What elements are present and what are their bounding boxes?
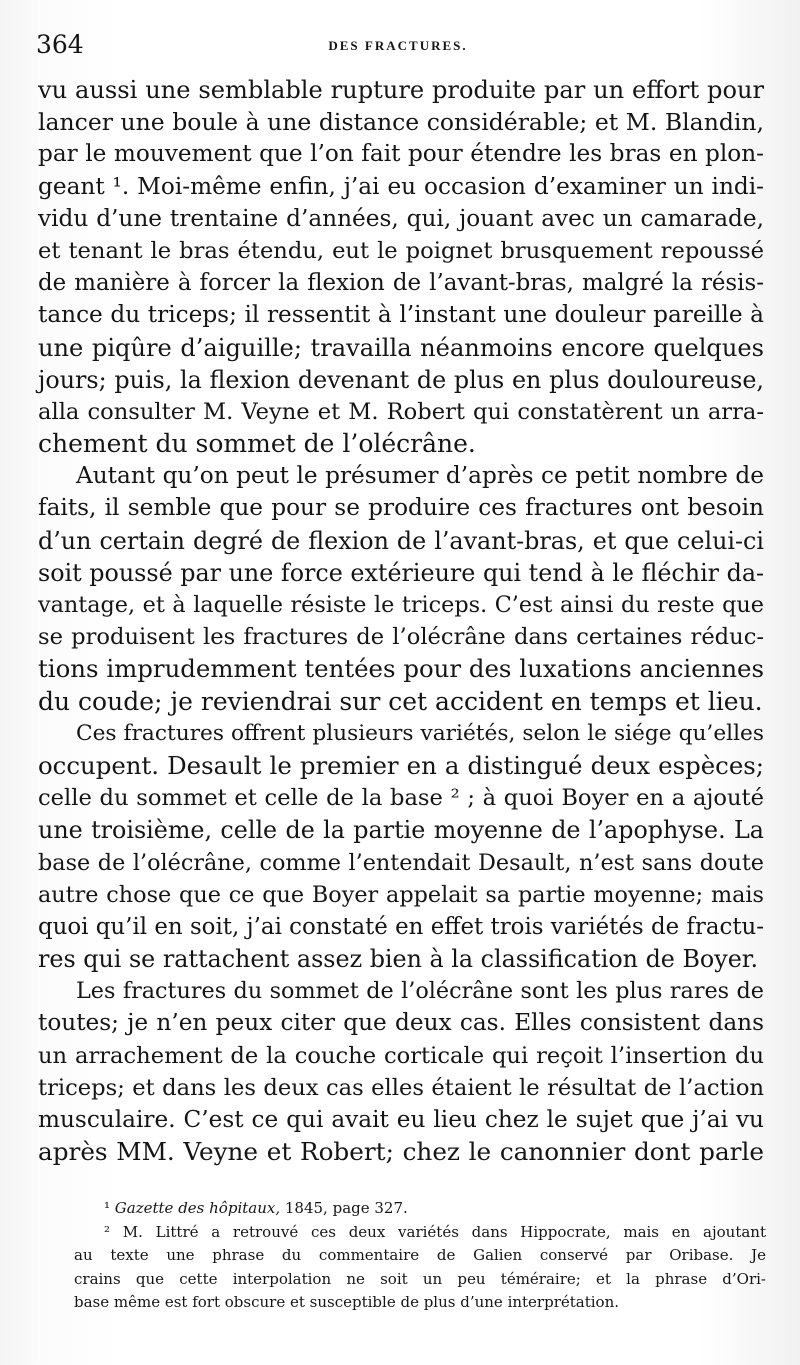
- footnote-2-line: crains que cette interpolation ne soit un peu téméraire; et la phrase d’Ori-: [74, 1269, 766, 1288]
- text-line: musculaire. C’est ce qui avait eu lieu chez le sujet que j’ai vu: [38, 1106, 764, 1133]
- footnotes: [74, 1197, 766, 1315]
- page-header: [36, 30, 760, 64]
- text-line: geant ¹. Moi-même enfin, j’ai eu occasion d’examiner un indi-: [38, 172, 764, 200]
- text-line: se produisent les fractures de l’olécrâne dans certaines réduc-: [38, 624, 764, 651]
- text-line: toutes; je n’en peux citer que deux cas. Elles consistent dans: [38, 1009, 764, 1037]
- paragraph-start: Les fractures du sommet de l’olécrâne sont les plus rares de: [76, 978, 764, 1005]
- footnote-2-line: base même est fort obscure et susceptible de plus d’une interprétation.: [74, 1293, 620, 1312]
- text-line: faits, il semble que pour se produire ces fractures ont besoin: [38, 494, 764, 522]
- text-line: celle du sommet et celle de la base ² ; à quoi Boyer en a ajouté: [38, 785, 764, 812]
- footnote-2-line: ² M. Littré a retrouvé ces deux variétés dans Hippocrate, mais en ajoutant: [104, 1222, 766, 1241]
- text-line: un arrachement de la couche corticale qui reçoit l’insertion du: [38, 1042, 764, 1069]
- text-line: vidu d’une trentaine d’années, qui, jouant avec un camarade,: [38, 204, 764, 232]
- page-number: 364: [36, 30, 84, 59]
- text-line: de manière à forcer la flexion de l’avant-bras, malgré la résis-: [38, 270, 764, 297]
- footnote-1-source: Gazette des hôpitaux,: [114, 1199, 281, 1217]
- text-line: vu aussi une semblable rupture produite par un effort pour: [38, 76, 764, 104]
- text-line: soit poussé par une force extérieure qui tend à le fléchir da-: [38, 558, 765, 587]
- text-line: tions imprudemment tentées pour des luxations anciennes: [38, 654, 764, 684]
- footnote-1-text: 1845, page 327.: [280, 1199, 408, 1217]
- text-line: res qui se rattachent assez bien à la classification de Boyer.: [38, 945, 759, 974]
- text-line: d’un certain degré de flexion de l’avant-bras, et que celui-ci: [38, 526, 764, 555]
- body-text: [38, 74, 764, 1168]
- text-line: vantage, et à laquelle résiste le triceps. C’est ainsi du reste que: [38, 592, 764, 618]
- text-line: alla consulter M. Veyne et M. Robert qui constatèrent un arra-: [38, 398, 764, 425]
- text-line: et tenant le bras étendu, eut le poignet brusquement repoussé: [38, 237, 764, 264]
- text-line: base de l’olécrâne, comme l’entendait Desault, n’est sans doute: [38, 849, 764, 876]
- text-line: quoi qu’il en soit, j’ai constaté en effet trois variétés de fractu-: [38, 913, 764, 940]
- paragraph-start: Ces fractures offrent plusieurs variétés, selon le siége qu’elles: [76, 720, 764, 746]
- text-line: autre chose que ce que Boyer appelait sa partie moyenne; mais: [38, 881, 764, 908]
- text-line: du coude; je reviendrai sur cet accident en temps et lieu.: [38, 686, 763, 716]
- text-line: une troisième, celle de la partie moyenne de l’apophyse. La: [38, 816, 764, 845]
- footnote-2-line: au texte une phrase du commentaire de Galien conservé par Oribase. Je: [74, 1246, 766, 1265]
- text-line: tance du triceps; il ressentit à l’instant une douleur pareille à: [38, 301, 764, 329]
- text-line: jours; puis, la flexion devenant de plus en plus douloureuse,: [38, 365, 764, 394]
- text-line: par le mouvement que l’on fait pour étendre les bras en plon-: [38, 140, 764, 168]
- text-line: lancer une boule à une distance considérable; et M. Blandin,: [38, 108, 764, 137]
- footnote-1: [74, 1197, 766, 1221]
- text-line: une piqûre d’aiguille; travailla néanmoins encore quelques: [38, 333, 764, 362]
- text-line: triceps; et dans les deux cas elles étaient le résultat de l’action: [38, 1074, 764, 1101]
- footnote-1-marker: ¹: [104, 1199, 111, 1217]
- running-head: DES FRACTURES.: [328, 38, 468, 53]
- text-line: chement du sommet de l’olécrâne.: [38, 429, 476, 459]
- text-line: occupent. Desault le premier en a distingué deux espèces;: [38, 750, 764, 780]
- paragraph-start: Autant qu’on peut le présumer d’après ce petit nombre de: [76, 462, 764, 490]
- text-line: après MM. Veyne et Robert; chez le canonnier dont parle: [38, 1137, 764, 1167]
